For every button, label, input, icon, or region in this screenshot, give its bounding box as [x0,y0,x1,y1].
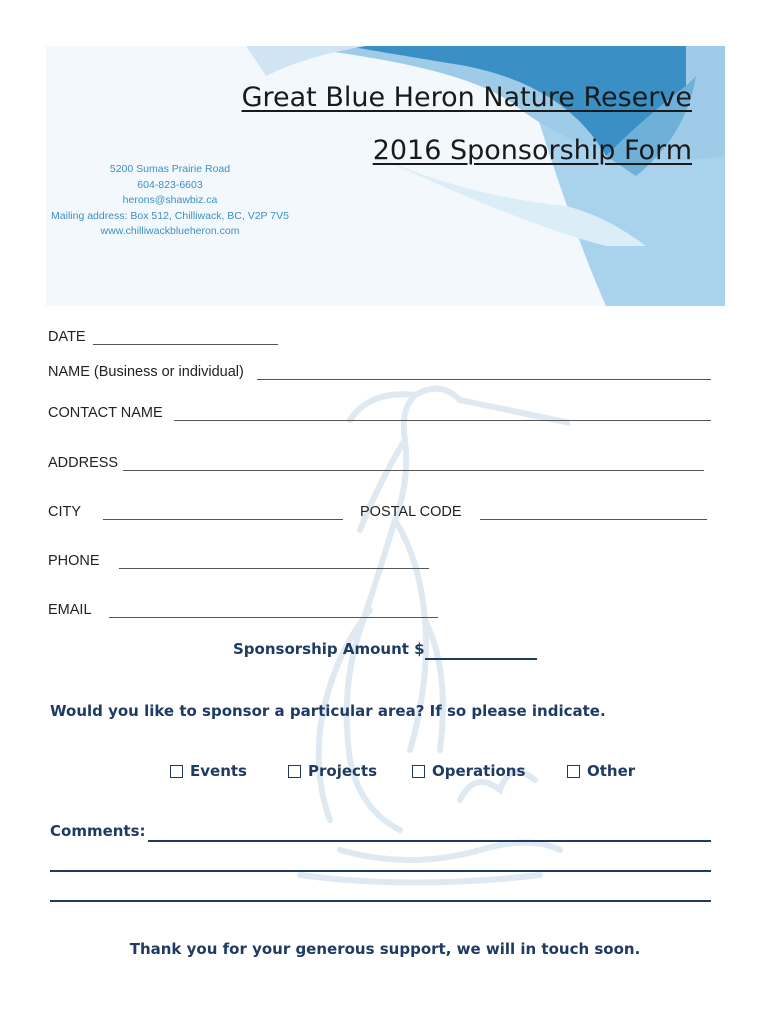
option-projects-label: Projects [308,762,378,780]
name-input-line[interactable] [257,379,711,380]
comments-line-2[interactable] [50,870,711,872]
comments-line-3[interactable] [50,900,711,902]
option-events[interactable] [170,762,247,780]
contact-website: www.chilliwackblueheron.com [100,225,240,237]
projects-checkbox[interactable] [288,765,301,778]
address-input-line[interactable] [123,470,704,471]
form-title-line2: 2016 Sponsorship Form [372,135,692,166]
name-label: NAME (Business or individual) [48,364,244,380]
option-other[interactable] [567,762,635,780]
heron-watermark-icon [210,330,570,890]
address-label: ADDRESS [48,455,119,471]
header-banner [46,46,725,306]
contact-email: herons@shawbiz.ca [122,194,218,206]
option-operations-label: Operations [432,762,526,780]
contact-block [46,162,300,240]
contact-name-input-line[interactable] [174,420,711,421]
operations-checkbox[interactable] [412,765,425,778]
other-checkbox[interactable] [567,765,580,778]
postal-code-input-line[interactable] [480,519,707,520]
option-events-label: Events [190,762,247,780]
email-label: EMAIL [48,602,92,618]
city-input-line[interactable] [103,519,343,520]
contact-mailing-address: Mailing address: Box 512, Chilliwack, BC, V2P 7V5 [51,209,289,222]
sponsorship-amount-label: Sponsorship Amount $ [233,640,425,658]
phone-input-line[interactable] [119,568,429,569]
contact-phone: 604-823-6603 [137,178,203,191]
comments-line-1[interactable] [148,840,711,842]
date-label: DATE [48,329,86,345]
comments-label: Comments: [50,822,146,840]
contact-name-label: CONTACT NAME [48,405,163,421]
thank-you-message: Thank you for your generous support, we will in touch soon. [129,940,641,958]
option-other-label: Other [587,762,636,780]
email-input-line[interactable] [109,617,438,618]
sponsor-area-question: Would you like to sponsor a particular area? If so please indicate. [50,702,606,720]
date-input-line[interactable] [93,344,278,345]
contact-address: 5200 Sumas Prairie Road [109,163,231,175]
city-label: CITY [48,504,82,520]
postal-code-label: POSTAL CODE [360,504,462,520]
phone-label: PHONE [48,553,100,569]
sponsorship-amount-input-line[interactable] [425,658,537,660]
option-projects[interactable] [288,762,377,780]
form-title-line1: Great Blue Heron Nature Reserve [241,82,692,113]
option-operations[interactable] [412,762,525,780]
events-checkbox[interactable] [170,765,183,778]
